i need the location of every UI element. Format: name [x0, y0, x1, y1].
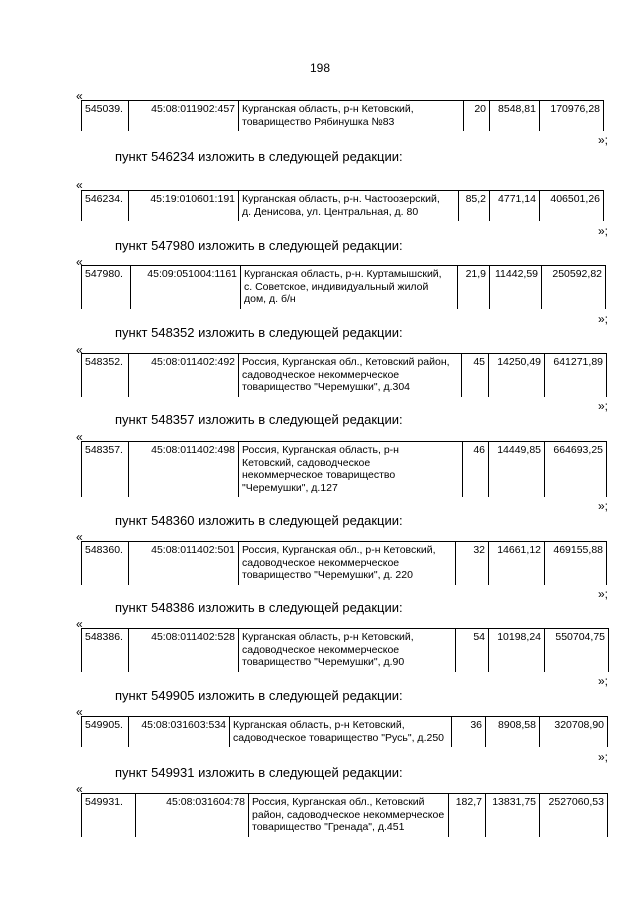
total-value: 664693,25 — [545, 442, 607, 498]
cadastral-value: 4771,14 — [490, 191, 540, 222]
address-line: район, садоводческое некоммерческое — [252, 808, 445, 821]
instruction-text: пункт 548357 изложить в следующей редакции: — [115, 412, 403, 427]
total-value: 170976,28 — [540, 101, 604, 132]
cadastral-value: 11442,59 — [490, 266, 542, 309]
address-line: садоводческое товарищество "Русь", д.250 — [233, 731, 444, 744]
total-value: 2527060,53 — [540, 794, 608, 837]
quote-close: »; — [597, 750, 608, 764]
table-row — [82, 266, 606, 309]
instruction-text: пункт 546234 изложить в следующей редакции: — [115, 149, 403, 164]
cadastral-number: 45:19:010601:191 — [129, 191, 239, 222]
cadastral-value: 10198,24 — [489, 629, 545, 672]
entry-number: 548357. — [82, 442, 129, 498]
table-row — [82, 629, 609, 672]
address-line: Курганская область, р-н. Куртамышский, — [244, 268, 442, 280]
table-row — [82, 794, 608, 837]
total-value: 250592,82 — [542, 266, 606, 309]
quote-open: « — [76, 617, 83, 631]
instruction-text: пункт 548360 изложить в следующей редакции: — [115, 513, 403, 528]
area: 32 — [456, 542, 489, 585]
area: 54 — [456, 629, 489, 672]
entry-table — [81, 716, 608, 747]
address — [239, 542, 456, 585]
cadastral-number: 45:08:031604:78 — [136, 794, 249, 837]
total-value: 469155,88 — [545, 542, 607, 585]
address-line: товарищество "Черемушки", д.304 — [242, 381, 411, 393]
address — [249, 794, 449, 837]
address-line: некоммерческое товарищество — [242, 469, 396, 481]
entry-table — [81, 353, 607, 397]
entry-number: 549931. — [82, 794, 136, 837]
entry-table — [81, 190, 604, 221]
quote-close: »; — [597, 133, 608, 147]
address-line: Россия, Курганская область, р-н — [242, 444, 399, 456]
cadastral-value: 14250,49 — [489, 354, 545, 397]
entry-table — [81, 100, 604, 131]
address-line: садоводческое некоммерческое — [242, 556, 400, 569]
address-line: товарищество "Черемушки", д.90 — [242, 656, 405, 668]
address-line: Россия, Курганская обл., р-н Кетовский, — [242, 544, 436, 556]
table-row — [82, 717, 608, 748]
table-row — [82, 354, 607, 397]
quote-close: »; — [597, 312, 608, 326]
entry-table — [81, 541, 607, 585]
address — [239, 354, 462, 397]
cadastral-number: 45:08:011902:457 — [129, 101, 239, 132]
entry-table — [81, 793, 608, 837]
address — [239, 629, 456, 672]
quote-open: « — [76, 89, 83, 103]
address-line: садоводческое некоммерческое — [242, 643, 400, 656]
entry-table — [81, 441, 607, 497]
area: 20 — [464, 101, 490, 132]
entry-table — [81, 628, 609, 672]
address — [239, 191, 459, 222]
address-line: товарищество Рябинушка №83 — [242, 115, 395, 128]
entry-number: 547980. — [82, 266, 131, 309]
quote-close: »; — [597, 587, 608, 601]
address-line: Курганская область, р-н Кетовский, — [242, 631, 414, 643]
total-value: 406501,26 — [540, 191, 604, 222]
area: 46 — [463, 442, 489, 498]
cadastral-value: 8908,58 — [486, 717, 540, 748]
quote-open: « — [76, 178, 83, 192]
address — [241, 266, 458, 309]
total-value: 550704,75 — [545, 629, 609, 672]
quote-open: « — [76, 430, 83, 444]
cadastral-value: 14661,12 — [489, 542, 545, 585]
address-line: садоводческое некоммерческое — [242, 368, 400, 381]
instruction-text: пункт 547980 изложить в следующей редакции: — [115, 238, 403, 253]
cadastral-number: 45:08:011402:528 — [129, 629, 239, 672]
address-line: "Черемушки", д.127 — [242, 481, 338, 494]
quote-open: « — [76, 255, 83, 269]
area: 182,7 — [449, 794, 486, 837]
cadastral-number: 45:09:051004:1161 — [131, 266, 241, 309]
address — [239, 101, 464, 132]
address-line: Курганская область, р-н Кетовский, — [242, 103, 414, 115]
cadastral-number: 45:08:011402:492 — [129, 354, 239, 397]
page-number: 198 — [309, 61, 331, 75]
quote-close: »; — [597, 499, 608, 513]
address-line: дом, д. б/н — [244, 293, 296, 305]
quote-open: « — [76, 705, 83, 719]
quote-open: « — [76, 343, 83, 357]
area: 36 — [452, 717, 486, 748]
instruction-text: пункт 549905 изложить в следующей редакции: — [115, 688, 403, 703]
instruction-text: пункт 548352 изложить в следующей редакции: — [115, 325, 403, 340]
cadastral-number: 45:08:011402:501 — [129, 542, 239, 585]
address-line: Курганская область, р-н Кетовский, — [233, 719, 405, 731]
entry-number: 548360. — [82, 542, 129, 585]
quote-close: »; — [597, 224, 608, 238]
address-line: товарищество "Черемушки", д. 220 — [242, 569, 413, 581]
entry-number: 545039. — [82, 101, 129, 132]
area: 45 — [462, 354, 489, 397]
address-line: д. Денисова, ул. Центральная, д. 80 — [242, 205, 419, 218]
address — [230, 717, 452, 748]
address-line: Кетовский, садоводческое — [242, 456, 371, 469]
cadastral-value: 8548,81 — [490, 101, 540, 132]
area: 85,2 — [459, 191, 490, 222]
table-row — [82, 542, 607, 585]
cadastral-value: 13831,75 — [486, 794, 540, 837]
table-row — [82, 442, 607, 498]
entry-number: 546234. — [82, 191, 129, 222]
address-line: товарищество "Гренада", д.451 — [252, 821, 405, 833]
entry-table — [81, 265, 606, 309]
quote-open: « — [76, 782, 83, 796]
address-line: Россия, Курганская обл., Кетовский район, — [242, 356, 450, 368]
address-line: Курганская область, р-н. Частоозерский, — [242, 193, 440, 205]
table-row — [82, 191, 604, 222]
entry-number: 548386. — [82, 629, 129, 672]
total-value: 320708,90 — [540, 717, 608, 748]
address-line: с. Советское, индивидуальный жилой — [244, 280, 429, 293]
instruction-text: пункт 549931 изложить в следующей редакции: — [115, 765, 403, 780]
address — [239, 442, 463, 498]
table-row — [82, 101, 604, 132]
cadastral-number: 45:08:011402:498 — [129, 442, 239, 498]
quote-close: »; — [597, 674, 608, 688]
quote-open: « — [76, 530, 83, 544]
cadastral-number: 45:08:031603:534 — [129, 717, 230, 748]
entry-number: 548352. — [82, 354, 129, 397]
address-line: Россия, Курганская обл., Кетовский — [252, 796, 425, 808]
cadastral-value: 14449,85 — [489, 442, 545, 498]
total-value: 641271,89 — [545, 354, 607, 397]
quote-close: »; — [597, 399, 608, 413]
area: 21,9 — [458, 266, 490, 309]
instruction-text: пункт 548386 изложить в следующей редакции: — [115, 600, 403, 615]
entry-number: 549905. — [82, 717, 129, 748]
